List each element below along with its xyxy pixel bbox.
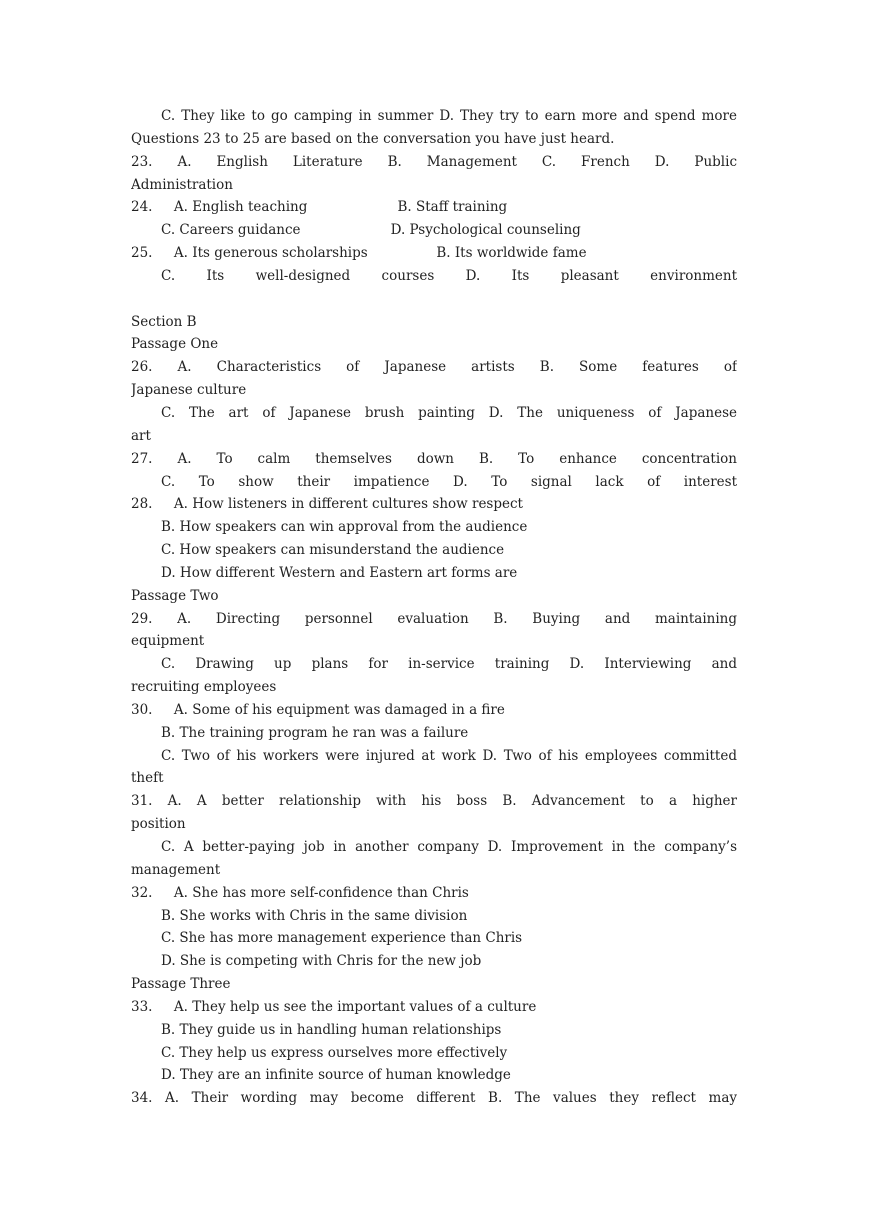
text-line: 23. A. English Literature B. Management C. French D. Public <box>131 153 737 170</box>
text-line: C. How speakers can misunderstand the audience <box>161 542 505 559</box>
text-line: Questions 23 to 25 are based on the conversation you have just heard. <box>131 130 615 147</box>
text-line: C. They help us express ourselves more effectively <box>161 1044 508 1061</box>
text-line: Section B <box>131 313 197 330</box>
text-line: B. The training program he ran was a failure <box>161 724 469 741</box>
blank-line <box>131 288 737 311</box>
text-line: 27. A. To calm themselves down B. To enhance concentration <box>131 450 737 467</box>
text-line: Passage Three <box>131 976 231 993</box>
text-line: 29. A. Directing personnel evaluation B. Buying and maintaining <box>131 610 737 627</box>
text-line: D. She is competing with Chris for the new job <box>161 953 482 970</box>
text-line: B. She works with Chris in the same division <box>161 907 468 924</box>
text-line: C. To show their impatience D. To signal lack of interest <box>161 473 737 490</box>
text-line: C. Two of his workers were injured at work D. Two of his employees committed <box>161 747 737 764</box>
text-line: C. They like to go camping in summer D. They try to earn more and spend more <box>161 108 737 124</box>
text-line: 30. A. Some of his equipment was damaged in a fire <box>131 701 505 718</box>
text-line: C. A better-paying job in another company D. Improvement in the company’s <box>161 839 737 855</box>
text-line: Japanese culture <box>131 382 247 399</box>
text-line: recruiting employees <box>131 679 277 696</box>
text-line: 26. A. Characteristics of Japanese artists B. Some features of <box>131 359 737 376</box>
text-line: C. The art of Japanese brush painting D. The uniqueness of Japanese <box>161 404 737 421</box>
text-line: Passage Two <box>131 587 219 604</box>
text-line: theft <box>131 770 164 787</box>
text-line: C. She has more management experience than Chris <box>161 930 523 947</box>
text-line: B. They guide us in handling human relationships <box>161 1021 502 1038</box>
text-line: D. They are an infinite source of human knowledge <box>161 1067 511 1084</box>
text-line: 34. A. Their wording may become different B. The values they reflect may <box>131 1090 737 1107</box>
text-line: C. Its well-designed courses D. Its pleasant environment <box>161 267 737 284</box>
text-line: Administration <box>131 176 233 193</box>
text-line: Passage One <box>131 336 219 353</box>
text-line: management <box>131 861 221 878</box>
text-line: 25. A. Its generous scholarships B. Its worldwide fame <box>131 245 587 262</box>
text-line: C. Drawing up plans for in-service training D. Interviewing and <box>161 656 737 673</box>
text-line: art <box>131 427 151 444</box>
text-line: 28. A. How listeners in different cultures show respect <box>131 496 523 513</box>
text-line: 33. A. They help us see the important values of a culture <box>131 998 537 1015</box>
document-body <box>131 105 737 1110</box>
text-line: position <box>131 816 186 833</box>
text-line: D. How different Western and Eastern art forms are <box>161 564 518 581</box>
text-line: C. Careers guidance D. Psychological counseling <box>161 222 581 239</box>
text-line: B. How speakers can win approval from the audience <box>161 519 528 536</box>
text-line: 31. A. A better relationship with his boss B. Advancement to a higher <box>131 793 737 810</box>
text-line: equipment <box>131 633 205 650</box>
text-line: 32. A. She has more self-confidence than Chris <box>131 884 469 901</box>
text-line: 24. A. English teaching B. Staff training <box>131 199 508 216</box>
